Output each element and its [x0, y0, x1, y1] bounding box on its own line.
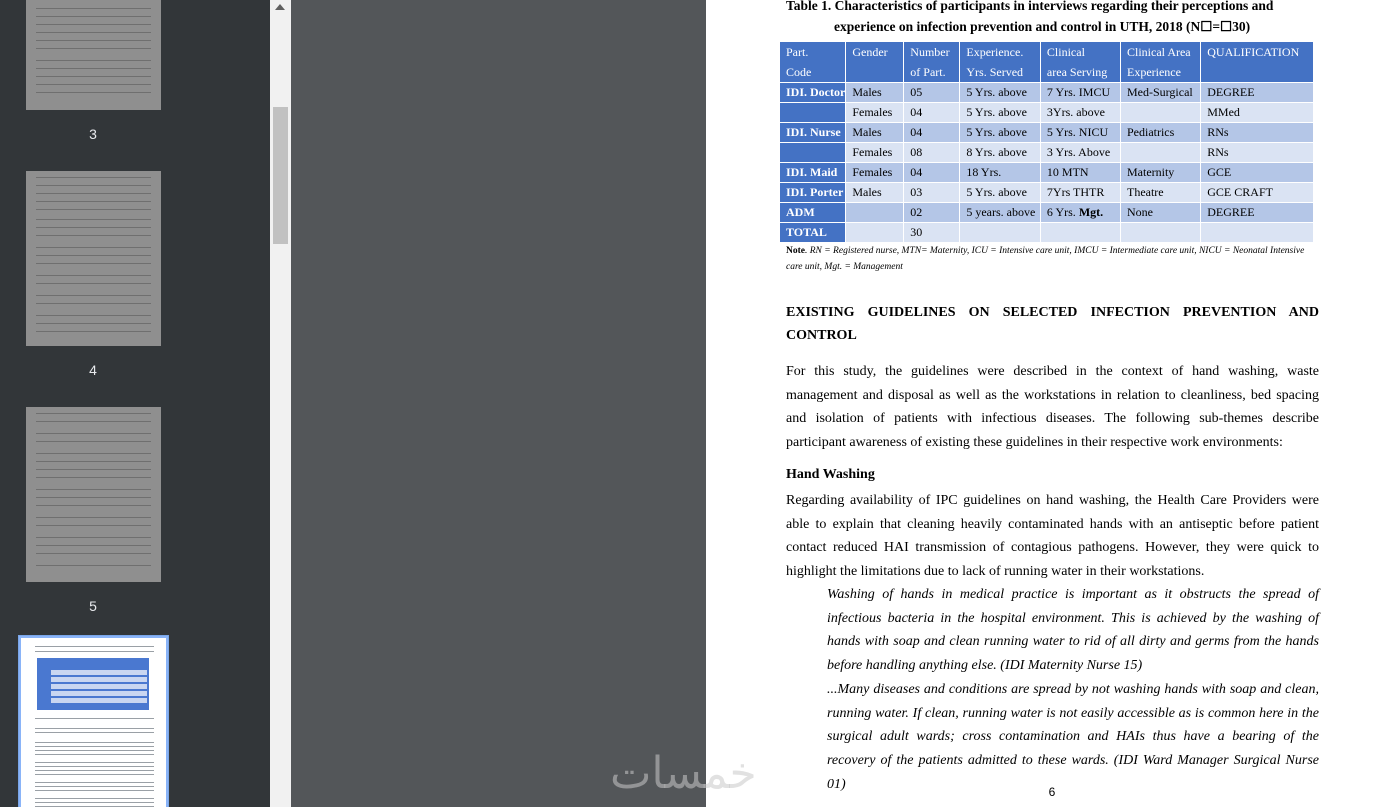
table-cell: [846, 223, 904, 243]
table-row: [780, 183, 1314, 203]
page-thumbnail-4[interactable]: [26, 171, 161, 346]
thumbnail-page-number: 3: [89, 126, 97, 142]
header-cell: Clinical area Serving: [1040, 42, 1120, 83]
document-page: [706, 0, 1387, 807]
table-note: [786, 243, 1321, 275]
subsection-heading: Hand Washing: [786, 467, 875, 482]
table-cell: Males: [846, 183, 904, 203]
table-row: [780, 103, 1314, 123]
table-cell: Med-Surgical: [1120, 83, 1200, 103]
table-cell: 3Yrs. above: [1040, 103, 1120, 123]
table-cell: [1040, 223, 1120, 243]
table-cell: [1120, 143, 1200, 163]
table-cell: Males: [846, 123, 904, 143]
table-cell: [1201, 223, 1314, 243]
thumbnail-sidebar: [0, 0, 270, 807]
table-cell: 18 Yrs.: [960, 163, 1041, 183]
participant-quote: Washing of hands in medical practice is important as it obstructs the spread of infectious bacteria in the hospital environment. This is achieved by the washing of hands with soap and clean running water to rid of all dirty and germs from the hands before handling anything else. (IDI Maternity Nurse 15): [827, 587, 1319, 674]
table-cell: 5 Yrs. above: [960, 183, 1041, 203]
table-cell: IDI. Porter: [780, 183, 846, 203]
sidebar-scrollbar[interactable]: [270, 0, 291, 807]
table-cell: DEGREE: [1201, 203, 1314, 223]
watermark-logo: خمسات: [610, 748, 757, 799]
table-cell: 04: [904, 123, 960, 143]
table-cell: RNs: [1201, 143, 1314, 163]
table-cell: [846, 203, 904, 223]
header-cell: QUALIFICATION: [1201, 42, 1314, 83]
thumbnail-page-number: 5: [89, 598, 97, 614]
table-cell: Theatre: [1120, 183, 1200, 203]
section-heading: EXISTING GUIDELINES ON SELECTED INFECTION PREVENTION AND CONTROL: [786, 305, 1319, 343]
table-caption: Table 1. Characteristics of participants in interviews regarding their perceptions and: [786, 0, 1274, 13]
table-cell: Males: [846, 83, 904, 103]
table-cell: 3 Yrs. Above: [1040, 143, 1120, 163]
table-cell: 04: [904, 163, 960, 183]
table-cell: 08: [904, 143, 960, 163]
table-cell: IDI. Nurse: [780, 123, 846, 143]
table-cell: IDI. Maid: [780, 163, 846, 183]
table-cell: [960, 223, 1041, 243]
table-cell: MMed: [1201, 103, 1314, 123]
table-cell: RNs: [1201, 123, 1314, 143]
table-cell: 8 Yrs. above: [960, 143, 1041, 163]
table-cell: 7Yrs THTR: [1040, 183, 1120, 203]
page-thumbnail-3[interactable]: [26, 0, 161, 110]
table-cell: 02: [904, 203, 960, 223]
table-cell-bold-text: Mgt.: [1078, 205, 1104, 219]
table-cell: None: [1120, 203, 1200, 223]
table-cell: Maternity: [1120, 163, 1200, 183]
page-thumbnail-5[interactable]: [26, 407, 161, 582]
note-text: . RN = Registered nurse, MTN= Maternity, ICU = Intensive care unit, IMCU = Intermediate care unit, NICU = Neonatal Intensive care unit, Mgt. = Management: [786, 246, 1305, 272]
header-cell: Clinical Area Experience: [1120, 42, 1200, 83]
table-cell: Pediatrics: [1120, 123, 1200, 143]
table-cell: GCE CRAFT: [1201, 183, 1314, 203]
table-cell: 7 Yrs. IMCU: [1040, 83, 1120, 103]
table-cell: ADM: [780, 203, 846, 223]
table-row: [780, 203, 1314, 223]
table-cell: [1040, 203, 1120, 223]
header-cell: Part. Code: [780, 42, 846, 83]
body-paragraph: Regarding availability of IPC guidelines on hand washing, the Health Care Providers were able to explain that cleaning heavily contaminated hands with an antiseptic before patient contact reduced HAI transmission of contagious pathogens. However, they were quick to highlight the limitations due to lack of running water in their workstations.: [786, 493, 1319, 580]
scroll-up-arrow-icon[interactable]: [275, 4, 285, 10]
table-cell: IDI. Doctor: [780, 83, 846, 103]
table-cell: [780, 103, 846, 123]
table-cell: Females: [846, 103, 904, 123]
table-cell: 05: [904, 83, 960, 103]
table-cell: Females: [846, 143, 904, 163]
table-cell: 5 Yrs. above: [960, 103, 1041, 123]
table-cell: 5 Yrs. above: [960, 123, 1041, 143]
table-cell: 30: [904, 223, 960, 243]
table-caption-line2: experience on infection prevention and control in UTH, 2018 (N☐=☐30): [834, 19, 1251, 34]
table-cell: 04: [904, 103, 960, 123]
table-cell: [1120, 103, 1200, 123]
table-cell: TOTAL: [780, 223, 846, 243]
table-row: [780, 143, 1314, 163]
scrollbar-thumb[interactable]: [273, 107, 288, 244]
table-header-row: [780, 42, 1314, 83]
page-number: 6: [1048, 785, 1056, 799]
thumbnail-page-number: 4: [89, 362, 97, 378]
table-cell: 5 Yrs. NICU: [1040, 123, 1120, 143]
table-cell: 5 years. above: [960, 203, 1041, 223]
table-cell: [780, 143, 846, 163]
table-cell-text: 6 Yrs.: [1046, 205, 1079, 219]
participant-quote: ...Many diseases and conditions are spread by not washing hands with soap and clean, running water. If clean, running water is not easily accessible as is common here in the surgical adult wards; cross contamination and HAIs thus have a bearing of the recovery of the patients admitted to these wards. (IDI Ward Manager Surgical Nurse 01): [827, 682, 1319, 792]
table-row: [780, 223, 1314, 243]
table-row: [780, 83, 1314, 103]
header-cell: Gender: [846, 42, 904, 83]
table-cell: 03: [904, 183, 960, 203]
table-cell: GCE: [1201, 163, 1314, 183]
note-label: Note: [786, 246, 805, 256]
table-row: [780, 123, 1314, 143]
table-row: [780, 163, 1314, 183]
table-cell: DEGREE: [1201, 83, 1314, 103]
participants-table: [780, 42, 1314, 243]
page-thumbnail-6[interactable]: [21, 638, 166, 807]
table-cell: [1120, 223, 1200, 243]
header-cell: Number of Part.: [904, 42, 960, 83]
table-cell: Females: [846, 163, 904, 183]
header-cell: Experience. Yrs. Served: [960, 42, 1041, 83]
table-cell: 10 MTN: [1040, 163, 1120, 183]
table-cell: 5 Yrs. above: [960, 83, 1041, 103]
body-paragraph: For this study, the guidelines were described in the context of hand washing, waste management and disposal as well as the workstations in relation to cleanliness, bed spacing and isolation of patients with infectious diseases. The following sub-themes describe participant awareness of existing these guidelines in their respective work environments:: [786, 364, 1319, 451]
